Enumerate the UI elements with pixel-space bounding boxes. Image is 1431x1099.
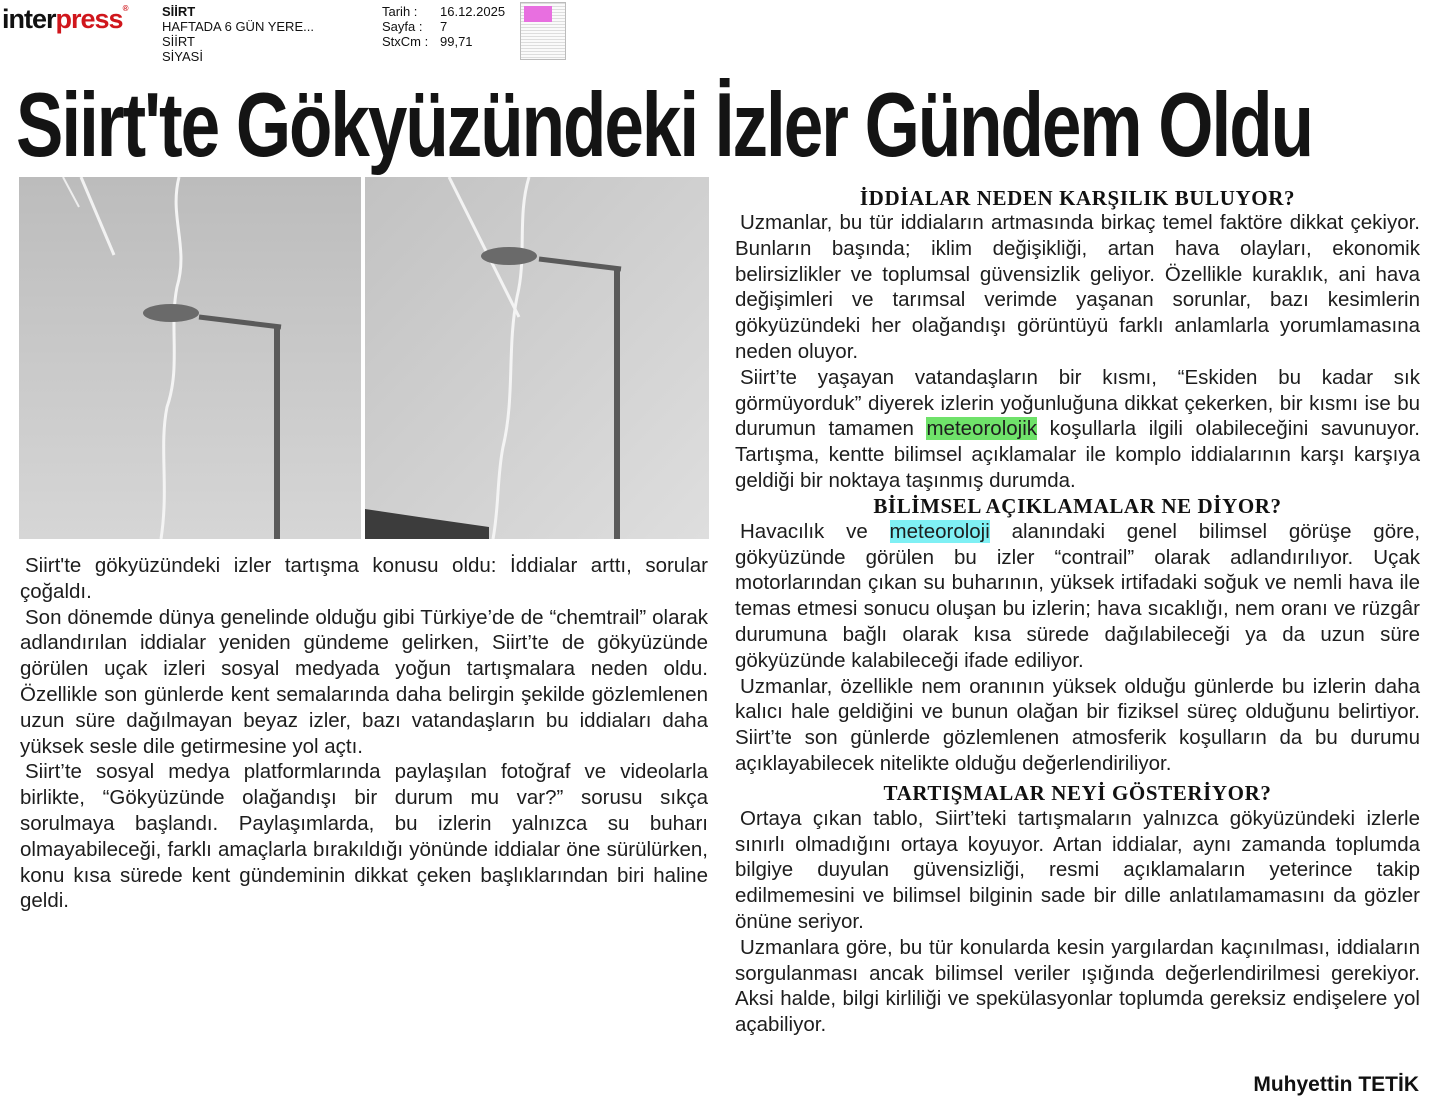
- date-value: 16.12.2025: [440, 4, 506, 19]
- section1-paragraph-2: [735, 365, 1420, 494]
- subheading-2: BİLİMSEL AÇIKLAMALAR NE DİYOR?: [873, 493, 1282, 518]
- section1-p2-before: Siirt’te yaşayan vatandaşların bir kısmı, “Eskiden bu kadar sık görmüyorduk” diyerek izlerin yoğunluğuna dikkat çekerken, bir kısmı ise bu durumun tamamen: [735, 365, 1420, 441]
- page-label: Sayfa :: [382, 19, 423, 34]
- section2-p1-before: Havacılık ve: [740, 519, 868, 543]
- publication-city-top: SİİRT: [162, 4, 196, 19]
- stxcm-label: StxCm :: [382, 34, 429, 49]
- left-paragraph-1: Siirt'te gökyüzündeki izler tartışma konusu oldu: İddialar arttı, sorular çoğaldı.: [20, 554, 708, 603]
- left-paragraph-2: Son dönemde dünya genelinde olduğu gibi Türkiye’de de “chemtrail” olarak adlandırılan iddialar yeniden gündeme gelirken, Siirt’te de gökyüzünde görülen uçak izleri sosyal medyada yoğun tartışmalara neden oldu. Özellikle son günlerde kent semalarında daha belirgin şekilde gözlemlenen uzun süre dağılmayan beyaz izler, bazı vatandaşların bu iddiaları daha yüksek sesle dile getirmesine yol açtı.: [20, 605, 708, 758]
- publication-info: [162, 4, 314, 64]
- section1-p2-after: koşullarla ilgili olabileceğini savunuyor. Tartışma, kentte bilimsel açıklamalar ile komplo iddialarının karşı karşıya geldiği bir noktaya taşınmış durumda.: [735, 417, 1420, 492]
- left-column: [20, 553, 708, 914]
- subheading-1: İDDİALAR NEDEN KARŞILIK BULUYOR?: [859, 186, 1296, 210]
- section3-paragraph-2: Uzmanlara göre, bu tür konularda kesin yargılardan kaçınılması, iddiaların sorgulanması ancak bilimsel veriler ışığında değerlendirilmesi gerekiyor. Aksi halde, bilgi kirliliği ve spekülasyonlar toplumda gereksiz endişelere yol açabiliyor.: [735, 935, 1420, 1037]
- date-label: Tarih :: [382, 4, 418, 19]
- article-headline: Siirt'te Gökyüzündeki İzler Gündem Oldu: [16, 75, 1312, 177]
- page-thumbnail[interactable]: [520, 2, 566, 60]
- logo-registered: ®: [122, 4, 128, 13]
- interpress-logo: [2, 4, 127, 35]
- lamp-head-left: [143, 304, 199, 322]
- section2-paragraph-2: Uzmanlar, özellikle nem oranının yüksek olduğu günlerde bu izlerin daha kalıcı hale geldiğini ve bunun olağan bir fiziksel süreç olduğunu belirtiyor. Siirt’te son günlerde gözlemlenen atmosferik koşulların da bu durumu açıklayabilecek nitelikte olduğu değerlendiriliyor.: [735, 674, 1420, 775]
- street-lamp-photo: [19, 177, 709, 539]
- left-paragraph-3: Siirt’te sosyal medya platformlarında paylaşılan fotoğraf ve videolarla birlikte, “Gökyüzünde olağandışı bir durum mu var?” sorusu sıkça sorulmaya başlandı. Paylaşımlarda, bu izlerin yalnızca su buharı olmayabileceği, farklı amaçlarla bırakıldığı yönünde iddialar öne sürülürken, konu kısa sürede kent gündeminin dikkat çeken başlıklarından biri haline geldi.: [20, 760, 708, 913]
- highlight-meteorolojik: meteorolojik: [926, 417, 1038, 441]
- publication-category: SİYASİ: [162, 49, 203, 64]
- section2-p1-after: alanındaki genel bilimsel görüşe göre, gökyüzünde görülen bu izler “contrail” olarak adlandırılıyor. Uçak motorlarından çıkan su buharının, yüksek irtifadaki soğuk ve nemli hava ile temas etmesi sonucu oluşan bu izlerin; hava sıcaklığı, nem oranı ve rüzgâr durumuna bağlı olarak kısa sürede dağılabileceği ya da uzun süre gökyüzünde kalabileceği ifade ediliyor.: [735, 519, 1421, 672]
- photo-divider: [361, 177, 365, 539]
- stxcm-value: 99,71: [440, 34, 473, 49]
- right-column: [735, 210, 1420, 1038]
- sky-right: [365, 177, 709, 539]
- section2-paragraph-1: [735, 519, 1420, 674]
- sky-left: [19, 177, 361, 539]
- lamp-head-right: [481, 247, 537, 265]
- clipping-meta: [382, 4, 505, 49]
- logo-inter: inter: [2, 4, 56, 34]
- publication-city: SİİRT: [162, 34, 195, 49]
- section1-paragraph-1: Uzmanlar, bu tür iddiaların artmasında birkaç temel faktöre dikkat çekiyor. Bunların başında; iklim değişikliği, artan hava olayları, ekonomik belirsizlikler ve toplumsal güvensizlik geliyor. Özellikle kuraklık, ani hava değişimleri ve tarımsal verimde yaşanan sorunlar, bazı kesimlerin gökyüzündeki her olağandışı görüntüyü farklı anlamlarla yorumlamasına neden oluyor.: [735, 211, 1420, 363]
- author-byline: Muhyettin TETİK: [1253, 1073, 1419, 1096]
- thumbnail-highlight: [524, 6, 552, 22]
- subheading-3: TARTIŞMALAR NEYİ GÖSTERİYOR?: [883, 780, 1272, 805]
- publication-frequency: HAFTADA 6 GÜN YERE...: [162, 19, 314, 34]
- highlight-meteoroloji: meteoroloji: [889, 519, 990, 543]
- logo-press: press: [55, 4, 123, 34]
- page-value: 7: [440, 19, 448, 34]
- section3-paragraph-1: Ortaya çıkan tablo, Siirt’teki tartışmaların yalnızca gökyüzündeki izlerle sınırlı olmadığını ortaya koyuyor. Artan iddialar, aynı zamanda toplumda bilgiye duyulan güvensizliği, resmi açıklamaların yeterince takip edilmemesini ve bilimsel bilginin sade bir dille anlatılamamasını da gözler önüne seriyor.: [735, 806, 1420, 933]
- article-photo: [19, 177, 709, 539]
